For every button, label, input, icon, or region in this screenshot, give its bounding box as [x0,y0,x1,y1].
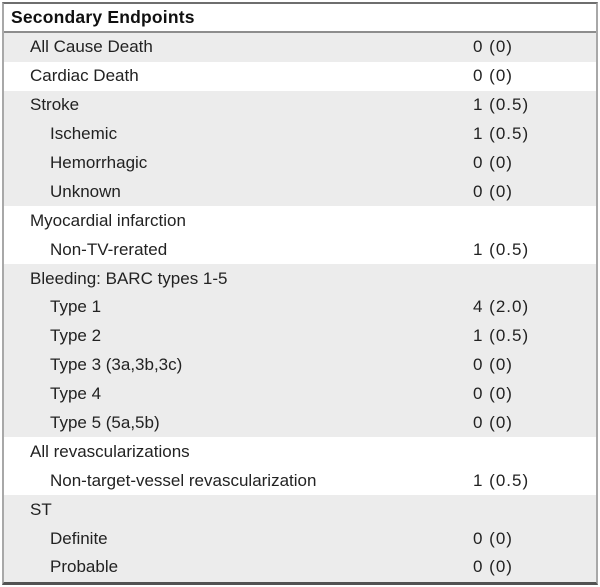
endpoint-label: Myocardial infarction [30,210,186,230]
endpoint-label: Cardiac Death [30,66,139,86]
endpoint-label: Type 4 [50,384,102,404]
endpoint-value: 0 (0) [473,355,513,375]
endpoint-value: 1 (0.5) [473,124,530,144]
table-row [4,380,596,409]
table-row [4,437,596,466]
endpoint-label: All revascularizations [30,441,190,461]
endpoint-label: All Cause Death [30,37,153,57]
table-row [4,409,596,438]
endpoint-label: Stroke [30,95,80,115]
table-row [4,206,596,235]
table-row [4,495,596,524]
table-row [4,524,596,553]
endpoint-value: 0 (0) [473,528,513,548]
endpoint-label: Bleeding: BARC types 1-5 [30,268,228,288]
endpoint-label: Probable [50,557,119,577]
endpoint-label: Type 2 [50,326,102,346]
endpoint-value: 1 (0.5) [473,326,530,346]
table-row [4,33,596,62]
endpoint-value: 1 (0.5) [473,239,530,259]
endpoint-label: Ischemic [50,124,118,144]
endpoint-label: ST [30,499,52,519]
table-row [4,322,596,351]
endpoint-value: 0 (0) [473,181,513,201]
endpoint-label: Unknown [50,181,121,201]
endpoint-label: Non-target-vessel revascularization [50,470,317,490]
endpoint-value: 4 (2.0) [473,297,530,317]
endpoint-label: Definite [50,528,108,548]
endpoint-value: 0 (0) [473,557,513,577]
endpoint-label: Non-TV-rerated [50,239,168,259]
endpoint-label: Type 1 [50,297,102,317]
endpoint-label: Type 3 (3a,3b,3c) [50,355,183,375]
table-row [4,149,596,178]
endpoint-value: 0 (0) [473,66,513,86]
table-row [4,235,596,264]
table-row [4,91,596,120]
table-header-row [4,4,596,33]
endpoint-value: 0 (0) [473,384,513,404]
table-row [4,466,596,495]
table-row [4,62,596,91]
table-title: Secondary Endpoints [11,7,195,27]
endpoint-value: 0 (0) [473,153,513,172]
table-row [4,177,596,206]
table-row [4,293,596,322]
table-row [4,351,596,380]
endpoint-label: Type 5 (5a,5b) [50,413,160,433]
table-row [4,120,596,149]
endpoint-value: 1 (0.5) [473,95,530,115]
endpoint-value: 1 (0.5) [473,470,530,490]
secondary-endpoints-table [2,2,598,585]
table-body [4,33,596,582]
table-row [4,264,596,293]
endpoint-value: 0 (0) [473,37,513,57]
endpoint-label: Hemorrhagic [50,153,148,172]
endpoint-value: 0 (0) [473,413,513,433]
table-row [4,553,596,582]
